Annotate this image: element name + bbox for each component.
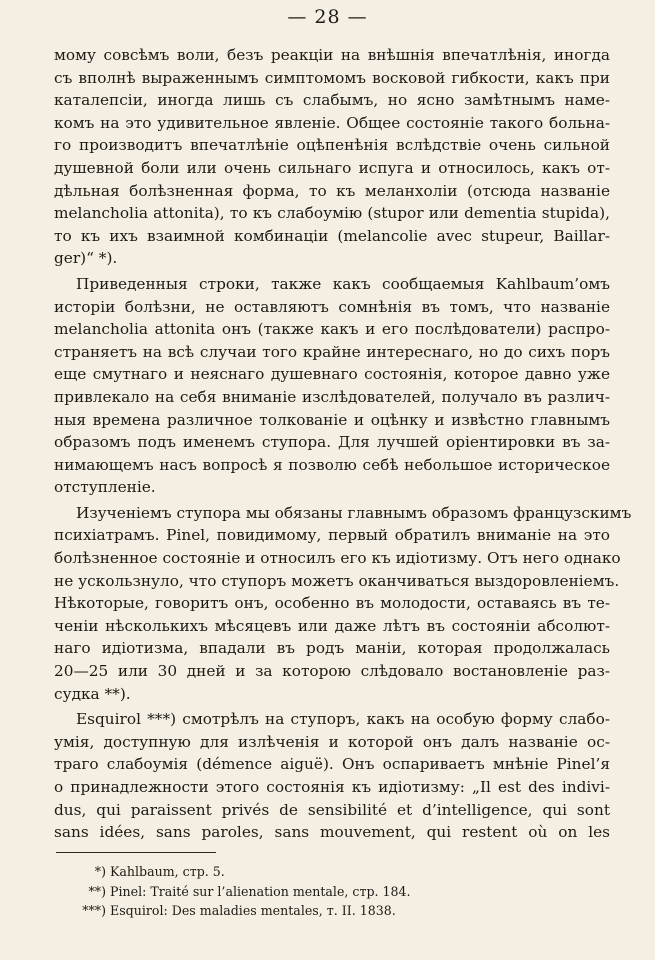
text-line: душевной боли или очень сильнаго испуга и относилось, какъ от- — [54, 158, 610, 177]
text-line: отступленіе. — [54, 478, 156, 497]
text-line: dus, qui paraissent privés de sensibilité et d’intelligence, qui sont — [54, 800, 610, 819]
text-line: нимающемъ насъ вопросѣ я позволю себѣ небольшое историческое — [54, 455, 610, 474]
paragraph-3 — [54, 502, 632, 705]
text-line: образомъ подъ именемъ ступора. Для лучшей оріентировки въ за- — [54, 433, 610, 452]
text-line: судка **). — [54, 684, 131, 703]
text-line: Нѣкоторые, говоритъ онъ, особенно въ молодости, оставаясь въ те- — [54, 594, 610, 613]
text-line: наго идіотизма, впадали въ родъ маніи, которая продолжалась — [54, 639, 610, 658]
footnote — [54, 901, 610, 921]
text-line: мому совсѣмъ воли, безъ реакціи на внѣшнія впечатлѣнія, иногда — [54, 46, 610, 64]
body-text — [54, 44, 632, 844]
footnote-text: Pinel: Traité sur l’alienation mentale, стр. 184. — [110, 883, 411, 899]
text-line: Приведенныя строки, также какъ сообщаемыя Kahlbaum’омъ — [76, 274, 610, 293]
paragraph-2 — [54, 273, 610, 499]
text-line: еще смутнаго и неяснаго душевнаго состоянія, которое давно уже — [54, 365, 610, 384]
footnote — [54, 862, 610, 882]
text-line: о принадлежности этого состоянія къ идіотизму: „Il est des indivi- — [54, 778, 610, 796]
text-line: sans idées, sans paroles, sans mouvement, qui restent où on les — [54, 823, 610, 842]
footnotes — [54, 862, 610, 921]
text-line: melancholia attonita онъ (также какъ и его послѣдователи) распро- — [54, 320, 610, 339]
text-line: дѣльная болѣзненная форма, то къ меланхоліи (отсюда названіе — [54, 181, 610, 200]
text-line: ger)“ *). — [54, 249, 118, 268]
paragraph-4 — [54, 708, 610, 844]
text-line: Изученіемъ ступора мы обязаны главнымъ образомъ французскимъ — [76, 503, 632, 522]
text-line: привлекало на себя вниманіе изслѣдователей, получало въ различ- — [54, 387, 610, 406]
text-line: каталепсіи, иногда лишь съ слабымъ, но ясно замѣтнымъ наме- — [54, 91, 610, 110]
footnote-mark: *) — [94, 864, 106, 879]
footnote — [54, 882, 610, 902]
text-line: не ускользнуло, что ступоръ можетъ оканчиваться выздоровленіемъ. — [54, 571, 620, 590]
footnote-divider — [56, 852, 216, 853]
text-line: melancholia attonita), то къ слабоумію (stupor или dementia stupida), — [54, 204, 610, 223]
text-line: болѣзненное состояніе и относилъ его къ идіотизму. Отъ него однако — [54, 549, 621, 568]
footnote-text: Esquirol: Des maladies mentales, т. II. 1838. — [110, 903, 396, 919]
text-line: страняетъ на всѣ случаи того крайне интереснаго, но до сихъ поръ — [54, 342, 610, 361]
text-line: комъ на это удивительное явленіе. Общее состояніе такого больна- — [54, 113, 610, 132]
text-line: психіатрамъ. Pinel, повидимому, первый обратилъ вниманіе на это — [54, 526, 610, 545]
paragraph-1 — [54, 44, 610, 270]
text-line: то къ ихъ взаимной комбинаціи (melancolie avec stupeur, Baillar- — [54, 226, 610, 245]
text-line: исторіи болѣзни, не оставляютъ сомнѣнія въ томъ, что названіе — [54, 297, 610, 316]
text-line: ныя времена различное толкованіе и оцѣнку и извѣстно главнымъ — [54, 410, 610, 429]
footnote-mark: ***) — [82, 903, 106, 919]
text-line: го производитъ впечатлѣніе оцѣпенѣнія вслѣдствіе очень сильной — [54, 136, 610, 155]
text-line: траго слабоумія (démence aiguë). Онъ оспариваетъ мнѣніе Pinel’я — [54, 755, 610, 774]
footnote-text: Kahlbaum, стр. 5. — [110, 864, 225, 879]
text-line: умія, доступную для излѣченія и которой онъ далъ названіе ос- — [54, 732, 610, 751]
text-line: ченіи нѣсколькихъ мѣсяцевъ или даже лѣтъ въ состояніи абсолют- — [54, 616, 610, 635]
text-line: съ вполнѣ выраженнымъ симптомомъ восковой гибкости, какъ при — [54, 68, 610, 87]
page-number: — 28 — — [287, 6, 368, 28]
text-line: Esquirol ***) смотрѣлъ на ступоръ, какъ на особую форму слабо- — [76, 710, 610, 729]
text-line: 20—25 или 30 дней и за которою слѣдовало востановленіе раз- — [54, 662, 610, 681]
footnote-mark: **) — [88, 883, 106, 899]
